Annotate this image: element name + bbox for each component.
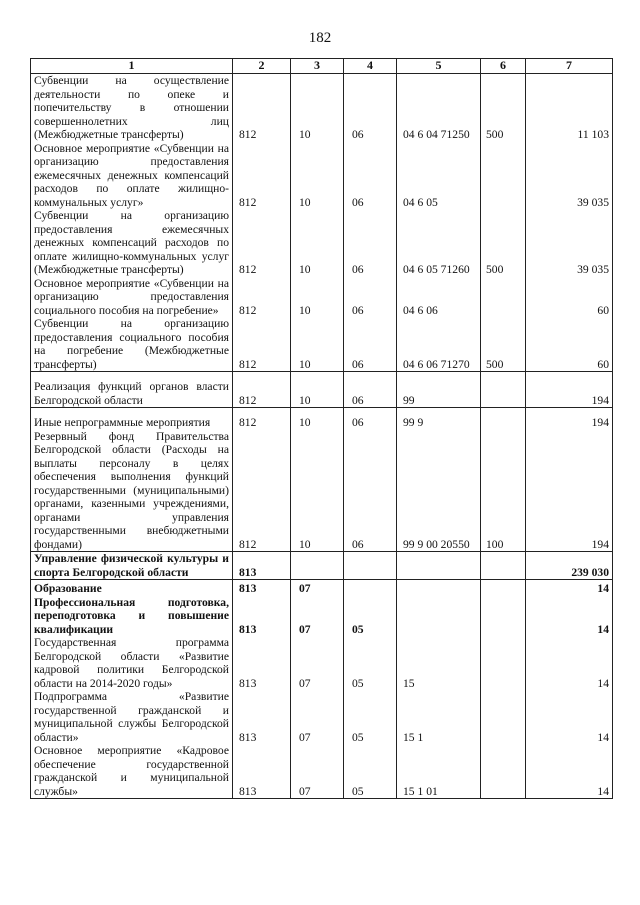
table-row: [31, 74, 613, 142]
row-value-cell: 14: [526, 744, 613, 799]
row-value-cell: 10: [291, 430, 344, 552]
row-value-cell: 04 6 06 71270: [397, 317, 481, 372]
row-value-cell: [481, 744, 526, 799]
row-value-cell: 812: [233, 430, 291, 552]
row-value-cell: 06: [344, 408, 397, 430]
row-value-cell: 812: [233, 277, 291, 318]
row-value-cell: 14: [526, 580, 613, 596]
row-name-cell: Управление физической культуры и спорта Белгородской области: [31, 552, 233, 580]
row-value-cell: 06: [344, 142, 397, 210]
table-row: [31, 636, 613, 690]
row-value-cell: 812: [233, 142, 291, 210]
row-value-cell: [481, 277, 526, 318]
row-value-cell: [397, 552, 481, 580]
table-row: [31, 552, 613, 580]
row-value-cell: 239 030: [526, 552, 613, 580]
row-value-cell: [291, 552, 344, 580]
row-value-cell: 10: [291, 142, 344, 210]
table-row: [31, 408, 613, 430]
row-value-cell: 14: [526, 690, 613, 744]
column-header: 2: [233, 59, 291, 74]
row-value-cell: 04 6 04 71250: [397, 74, 481, 142]
header-row: [31, 59, 613, 74]
table-row: [31, 317, 613, 372]
row-value-cell: [481, 408, 526, 430]
column-header: 5: [397, 59, 481, 74]
row-name-cell: Основное мероприятие «Кадровое обеспечение государственной гражданской и муниципальной службы»: [31, 744, 233, 799]
row-value-cell: 06: [344, 372, 397, 408]
column-header: 6: [481, 59, 526, 74]
row-name-cell: Основное мероприятие «Субвенции на организацию предоставления ежемесячных денежных компенсаций расходов по оплате жилищно-коммунальных услуг»: [31, 142, 233, 210]
row-value-cell: 812: [233, 74, 291, 142]
row-value-cell: 06: [344, 430, 397, 552]
table-row: [31, 209, 613, 277]
budget-table: [30, 58, 613, 799]
page-number: 182: [308, 30, 332, 46]
table-row: [31, 744, 613, 799]
table-body: [31, 74, 613, 799]
row-value-cell: 812: [233, 408, 291, 430]
row-value-cell: 812: [233, 209, 291, 277]
row-value-cell: 99 9: [397, 408, 481, 430]
column-header: 4: [344, 59, 397, 74]
row-value-cell: [481, 372, 526, 408]
row-value-cell: 15 1 01: [397, 744, 481, 799]
row-value-cell: 813: [233, 552, 291, 580]
row-value-cell: 11 103: [526, 74, 613, 142]
row-value-cell: 05: [344, 690, 397, 744]
row-value-cell: 99 9 00 20550: [397, 430, 481, 552]
row-name-cell: Субвенции на организацию предоставления ежемесячных денежных компенсаций расходов по оплате жилищно-коммунальных услуг (Межбюджетные трансферты): [31, 209, 233, 277]
row-value-cell: [481, 142, 526, 210]
row-value-cell: [397, 580, 481, 596]
row-value-cell: 07: [291, 744, 344, 799]
row-value-cell: 06: [344, 74, 397, 142]
row-value-cell: 813: [233, 744, 291, 799]
row-value-cell: 14: [526, 636, 613, 690]
row-value-cell: 15 1: [397, 690, 481, 744]
table-row: [31, 277, 613, 318]
table-row: [31, 372, 613, 408]
row-value-cell: [397, 596, 481, 637]
row-name-cell: Подпрограмма «Развитие государственной гражданской и муниципальной службы Белгородской области»: [31, 690, 233, 744]
row-value-cell: [481, 690, 526, 744]
row-value-cell: 06: [344, 277, 397, 318]
row-value-cell: [481, 596, 526, 637]
row-value-cell: 194: [526, 372, 613, 408]
row-value-cell: 07: [291, 580, 344, 596]
column-header: 3: [291, 59, 344, 74]
row-value-cell: 06: [344, 317, 397, 372]
row-value-cell: 812: [233, 317, 291, 372]
row-value-cell: 813: [233, 596, 291, 637]
row-value-cell: 10: [291, 277, 344, 318]
row-name-cell: Основное мероприятие «Субвенции на организацию предоставления социального пособия на погребение»: [31, 277, 233, 318]
row-value-cell: 05: [344, 744, 397, 799]
row-name-cell: Реализация функций органов власти Белгородской области: [31, 372, 233, 408]
row-value-cell: 60: [526, 277, 613, 318]
row-value-cell: 812: [233, 372, 291, 408]
row-value-cell: 10: [291, 209, 344, 277]
column-header: 7: [526, 59, 613, 74]
row-value-cell: 07: [291, 636, 344, 690]
row-value-cell: [481, 636, 526, 690]
row-name-cell: Иные непрограммные мероприятия: [31, 408, 233, 430]
row-value-cell: 05: [344, 596, 397, 637]
row-name-cell: Образование: [31, 580, 233, 596]
table-row: [31, 596, 613, 637]
row-value-cell: 04 6 05: [397, 142, 481, 210]
row-value-cell: 10: [291, 317, 344, 372]
row-name-cell: Резервный фонд Правительства Белгородской области (Расходы на выплаты персоналу в целях обеспечения выполнения функций государственными (муниципальными) органами, казенными учреждениями, органами управления государственными внебюджетными фондами): [31, 430, 233, 552]
column-header: 1: [31, 59, 233, 74]
row-value-cell: 04 6 05 71260: [397, 209, 481, 277]
row-value-cell: 14: [526, 596, 613, 637]
row-value-cell: 813: [233, 690, 291, 744]
row-value-cell: 06: [344, 209, 397, 277]
row-value-cell: 500: [481, 74, 526, 142]
row-value-cell: 07: [291, 596, 344, 637]
row-value-cell: 194: [526, 408, 613, 430]
row-value-cell: 15: [397, 636, 481, 690]
row-value-cell: 05: [344, 636, 397, 690]
row-value-cell: 500: [481, 317, 526, 372]
row-value-cell: [344, 580, 397, 596]
row-value-cell: 04 6 06: [397, 277, 481, 318]
table-row: [31, 580, 613, 596]
row-value-cell: 60: [526, 317, 613, 372]
row-value-cell: 813: [233, 580, 291, 596]
row-name-cell: Субвенции на организацию предоставления социального пособия на погребение (Межбюджетные трансферты): [31, 317, 233, 372]
row-name-cell: Субвенции на осуществление деятельности по опеке и попечительству в отношении совершеннолетних лиц (Межбюджетные трансферты): [31, 74, 233, 142]
table-row: [31, 430, 613, 552]
row-name-cell: Государственная программа Белгородской области «Развитие кадровой политики Белгородской области на 2014-2020 годы»: [31, 636, 233, 690]
row-value-cell: [344, 552, 397, 580]
row-value-cell: 813: [233, 636, 291, 690]
row-value-cell: 10: [291, 372, 344, 408]
row-value-cell: 07: [291, 690, 344, 744]
row-value-cell: 500: [481, 209, 526, 277]
row-name-cell: Профессиональная подготовка, переподготовка и повышение квалификации: [31, 596, 233, 637]
row-value-cell: 10: [291, 408, 344, 430]
row-value-cell: 39 035: [526, 209, 613, 277]
table-row: [31, 690, 613, 744]
row-value-cell: 194: [526, 430, 613, 552]
row-value-cell: 10: [291, 74, 344, 142]
row-value-cell: [481, 580, 526, 596]
row-value-cell: 99: [397, 372, 481, 408]
row-value-cell: 39 035: [526, 142, 613, 210]
row-value-cell: 100: [481, 430, 526, 552]
row-value-cell: [481, 552, 526, 580]
table-row: [31, 142, 613, 210]
